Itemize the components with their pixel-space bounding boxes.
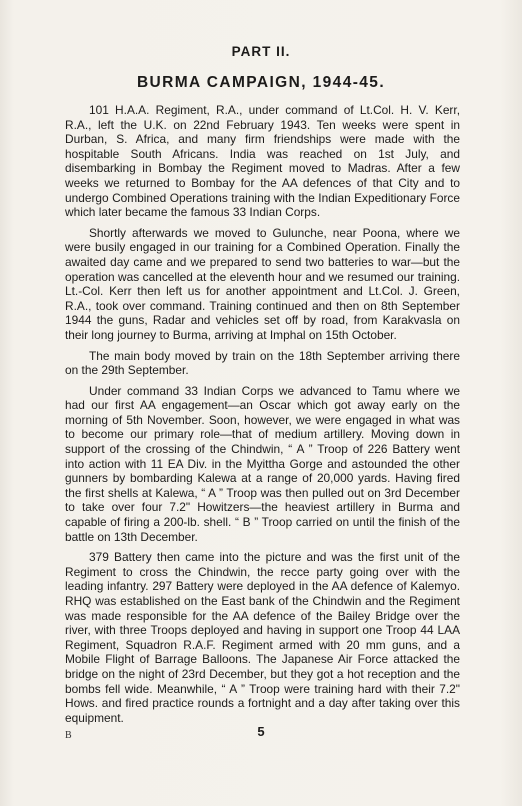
paragraph-4: Under command 33 Indian Corps we advanced to Tamu where we had our first AA engagement—an Oscar which got away early on the morning of 5th November. Soon, however, we were engaged in what was to become our primary role—that of medium artillery. Moving down in support of the crossing of the Chindwin, “ A ” Troop of 226 Battery went into action with 11 EA Div. in the Myittha Gorge and astounded the other gunners by bombarding Kalewa at a range of 20,000 yards. Having fired the first shells at Kalewa, “ A ” Troop was then pulled out on 3rd December to take over four 7.2" Howitzers—the heaviest artillery in Burma and capable of firing a 200-lb. shell. “ B ” Troop carried on until the finish of the battle on 13th December. xyxy=(65,383,460,544)
page-number: 5 xyxy=(257,724,265,739)
paragraph-3: The main body moved by train on the 18th September arriving there on the 29th September. xyxy=(65,348,460,378)
page-title: BURMA CAMPAIGN, 1944-45. xyxy=(136,74,386,91)
part-heading: PART II. xyxy=(231,44,291,59)
body-text xyxy=(65,103,460,731)
paragraph-5: 379 Battery then came into the picture and was the first unit of the Regiment to cross the Chindwin, the recce party going over with the leading infantry. 297 Battery were deployed in the AA defence of Kalemyo. RHQ was established on the East bank of the Chindwin and the Regiment was made responsible for the AA defence of the Bailey Bridge over the river, with three Troops deployed and having in support one Troop 44 LAA Regiment, Squadron R.A.F. Regiment armed with 20 mm guns, and a Mobile Flight of Barrage Balloons. The Japanese Air Force attacked the bridge on the night of 23rd December, but they got a hot reception and the bombs fell wide. Meanwhile, “ A ” Troop were training hard with their 7.2" Hows. and fired practice rounds a fortnight and a day after taking over this equipment. xyxy=(65,550,460,725)
paragraph-1: 101 H.A.A. Regiment, R.A., under command of Lt.Col. H. V. Kerr, R.A., left the U.K. on 22nd February 1943. Ten weeks were spent in Durban, S. Africa, and many firm friendships were made with the hospitable South Africans. India was reached on 1st July, and disembarking in Bombay the Regiment moved to Madras. After a few weeks we returned to Bombay for the AA defences of that City and to undergo Combined Operations training with the Indian Expeditionary Force which later became the famous 33 Indian Corps. xyxy=(65,103,460,220)
paragraph-2: Shortly afterwards we moved to Gulunche, near Poona, where we were busily engaged in our training for a Combined Operation. Finally the awaited day came and we prepared to send two batteries to war—but the operation was cancelled at the eleventh hour and we resumed our training. Lt.-Col. Kerr then left us for another appointment and Lt.Col. J. Green, R.A., took over command. Training continued and then on 8th September 1944 the guns, Radar and vehicles set off by road, from Karakvasla on their long journey to Burma, arriving at Imphal on 15th October. xyxy=(65,225,460,342)
printer-signature-mark: B xyxy=(65,730,72,741)
